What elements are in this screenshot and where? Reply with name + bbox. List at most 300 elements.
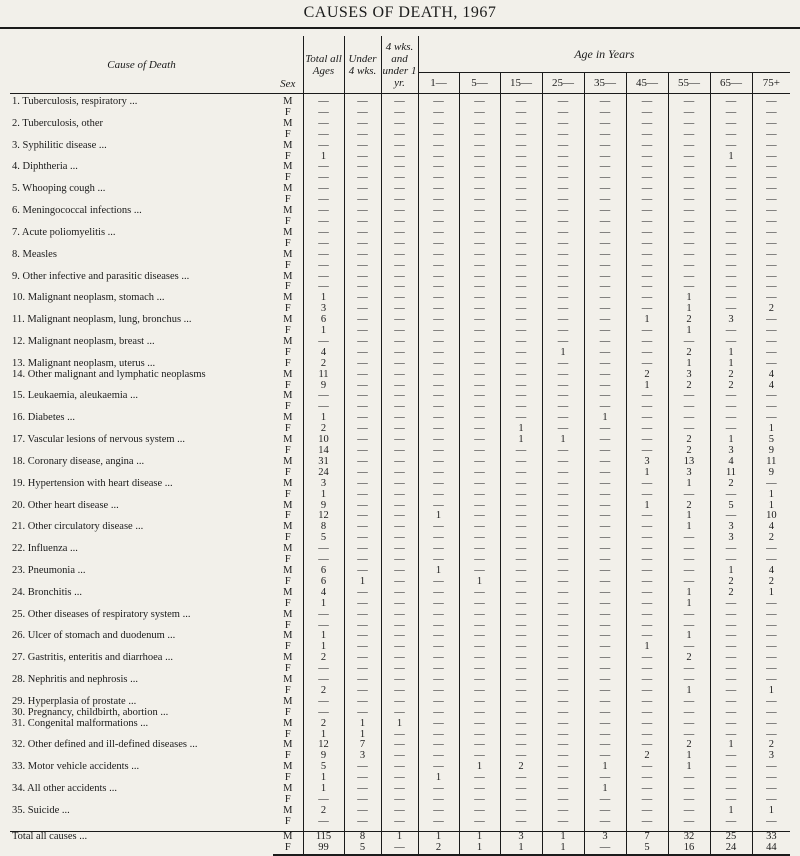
value-cell: — [381, 522, 418, 533]
sex-cell: F [284, 215, 291, 227]
value-cell: 1 [344, 577, 381, 588]
value-cell: — [381, 130, 418, 141]
sex-cell: F [284, 303, 291, 315]
value-cell: — [668, 119, 710, 130]
value-cell: 4 [752, 566, 790, 577]
value-cell: — [752, 272, 790, 283]
value-cell: — [752, 784, 790, 795]
value-cell: — [459, 261, 500, 272]
value-cell: — [542, 272, 584, 283]
value-cell: — [459, 446, 500, 457]
value-cell: 1 [381, 719, 418, 730]
value-cell: 6 [303, 566, 344, 577]
value-cell: — [418, 599, 459, 610]
value-cell: 1 [668, 326, 710, 337]
value-cell: — [418, 522, 459, 533]
value-cell: — [752, 697, 790, 708]
value-cell: — [500, 719, 542, 730]
value-cell: — [344, 228, 381, 239]
value-cell: — [381, 184, 418, 195]
value-cell: — [500, 402, 542, 413]
value-cell: — [344, 195, 381, 206]
value-cell: — [381, 391, 418, 402]
value-cell: — [303, 795, 344, 806]
value-cell: — [459, 490, 500, 501]
value-cell: 9 [752, 468, 790, 479]
value-cell: — [542, 490, 584, 501]
value-cell: — [381, 435, 418, 446]
value-cell: — [584, 108, 626, 119]
value-cell: — [626, 435, 668, 446]
value-cell: — [584, 730, 626, 741]
value-cell: — [626, 239, 668, 250]
value-cell: — [381, 152, 418, 163]
value-cell: — [584, 653, 626, 664]
value-cell: 14 [303, 446, 344, 457]
value-cell: — [584, 217, 626, 228]
value-cell: — [381, 272, 418, 283]
value-cell: 2 [668, 381, 710, 392]
value-cell: — [418, 184, 459, 195]
value-cell: — [584, 457, 626, 468]
value-cell: — [584, 621, 626, 632]
value-cell: 1 [668, 359, 710, 370]
value-cell: — [668, 173, 710, 184]
value-cell: 1 [668, 511, 710, 522]
value-cell: — [710, 108, 752, 119]
value-cell: — [752, 599, 790, 610]
value-cell: — [344, 413, 381, 424]
cause-label: 10. Malignant neoplasm, stomach ... [12, 292, 165, 304]
cause-row [10, 610, 790, 621]
value-cell: — [626, 402, 668, 413]
value-cell: — [584, 195, 626, 206]
value-cell: — [500, 501, 542, 512]
sex-cell: F [284, 106, 291, 118]
value-cell: 2 [752, 533, 790, 544]
value-cell: — [500, 304, 542, 315]
value-cell: — [584, 719, 626, 730]
value-cell: — [418, 555, 459, 566]
value-cell: 1 [668, 293, 710, 304]
value-cell: — [584, 806, 626, 817]
value-cell: — [584, 642, 626, 653]
value-cell: — [303, 282, 344, 293]
value-cell: — [459, 304, 500, 315]
value-cell: — [303, 162, 344, 173]
value-cell: — [500, 522, 542, 533]
value-cell: — [584, 206, 626, 217]
value-cell: — [344, 708, 381, 719]
value-cell: — [752, 97, 790, 108]
header-age-75-plus: 75+ [752, 73, 790, 94]
value-cell: — [710, 555, 752, 566]
value-cell: — [303, 664, 344, 675]
value-cell: — [459, 162, 500, 173]
value-cell: 1 [584, 413, 626, 424]
value-cell: — [418, 206, 459, 217]
value-cell: 9 [303, 751, 344, 762]
value-cell: — [500, 730, 542, 741]
value-cell: 1 [668, 686, 710, 697]
value-cell: — [344, 217, 381, 228]
value-cell: 1 [500, 435, 542, 446]
value-cell: 1 [752, 424, 790, 435]
value-cell: 31 [303, 457, 344, 468]
header-4wks-under-1yr: 4 wks. and under 1 yr. [381, 36, 418, 94]
value-cell: — [500, 784, 542, 795]
value-cell: — [418, 413, 459, 424]
value-cell: 3 [710, 522, 752, 533]
value-cell: — [710, 653, 752, 664]
value-cell: — [710, 511, 752, 522]
value-cell: — [500, 250, 542, 261]
value-cell: — [584, 326, 626, 337]
value-cell: — [418, 468, 459, 479]
value-cell: 1 [626, 381, 668, 392]
value-cell: — [418, 391, 459, 402]
value-cell: — [710, 162, 752, 173]
value-cell: — [344, 795, 381, 806]
sex-cell: M [283, 335, 293, 347]
value-cell: — [584, 751, 626, 762]
value-cell: — [344, 555, 381, 566]
value-cell: 1 [344, 719, 381, 730]
value-cell: — [668, 784, 710, 795]
value-cell: — [418, 457, 459, 468]
value-cell: — [542, 239, 584, 250]
value-cell: — [418, 675, 459, 686]
value-cell: — [381, 457, 418, 468]
value-cell: 2 [710, 479, 752, 490]
value-cell: — [626, 119, 668, 130]
value-cell: 3 [303, 479, 344, 490]
value-cell: — [303, 184, 344, 195]
value-cell: — [752, 610, 790, 621]
value-cell: — [542, 631, 584, 642]
value-cell: — [626, 708, 668, 719]
value-cell: — [710, 686, 752, 697]
value-cell: 1 [303, 152, 344, 163]
sex-cell: M [283, 292, 293, 304]
sex-cell: F [284, 423, 291, 435]
cause-label: 4. Diphtheria ... [12, 161, 78, 173]
value-cell: 3 [668, 468, 710, 479]
value-cell: — [626, 490, 668, 501]
value-cell: — [626, 730, 668, 741]
value-cell: — [668, 152, 710, 163]
value-cell: — [418, 795, 459, 806]
value-cell: — [418, 544, 459, 555]
value-cell: 13 [668, 457, 710, 468]
value-cell: 5 [303, 762, 344, 773]
value-cell: 1 [303, 293, 344, 304]
value-cell: — [542, 326, 584, 337]
value-cell: — [626, 817, 668, 828]
value-cell: — [344, 282, 381, 293]
value-cell: — [542, 740, 584, 751]
value-cell: — [668, 391, 710, 402]
value-cell: — [500, 239, 542, 250]
value-cell: — [459, 544, 500, 555]
value-cell: — [381, 97, 418, 108]
value-cell: — [626, 250, 668, 261]
value-cell: — [668, 533, 710, 544]
sex-cell: F [284, 510, 291, 522]
value-cell: — [381, 195, 418, 206]
total-value-cell: 8 [344, 831, 381, 843]
value-cell: — [418, 152, 459, 163]
value-cell: — [668, 795, 710, 806]
value-cell: — [418, 730, 459, 741]
value-cell: — [500, 610, 542, 621]
cause-row [10, 370, 790, 381]
value-cell: — [459, 719, 500, 730]
value-cell: — [668, 621, 710, 632]
value-cell: 2 [710, 381, 752, 392]
value-cell: — [459, 315, 500, 326]
value-cell: — [381, 653, 418, 664]
value-cell: — [418, 533, 459, 544]
value-cell: — [626, 413, 668, 424]
value-cell: — [344, 479, 381, 490]
sex-cell: F [273, 843, 303, 855]
value-cell: — [381, 359, 418, 370]
value-cell: — [418, 304, 459, 315]
value-cell: — [752, 261, 790, 272]
value-cell: — [459, 653, 500, 664]
cause-label: 9. Other infective and parasitic diseases ... [12, 270, 190, 282]
value-cell: 2 [626, 370, 668, 381]
value-cell: — [542, 610, 584, 621]
value-cell: — [344, 522, 381, 533]
value-cell: — [752, 195, 790, 206]
value-cell: 3 [710, 315, 752, 326]
value-cell: — [584, 740, 626, 751]
value-cell: — [752, 773, 790, 784]
value-cell: — [584, 228, 626, 239]
value-cell: — [752, 250, 790, 261]
value-cell: — [584, 359, 626, 370]
value-cell: — [381, 642, 418, 653]
value-cell: — [584, 261, 626, 272]
sex-cell: M [283, 390, 293, 402]
value-cell: — [459, 206, 500, 217]
value-cell: — [500, 544, 542, 555]
value-cell: — [303, 555, 344, 566]
value-cell: 12 [303, 740, 344, 751]
cause-label: 3. Syphilitic disease ... [12, 139, 107, 151]
value-cell: — [500, 152, 542, 163]
value-cell: — [626, 391, 668, 402]
sex-cell: F [284, 772, 291, 784]
value-cell: — [381, 206, 418, 217]
value-cell: — [542, 228, 584, 239]
value-cell: — [542, 566, 584, 577]
value-cell: — [542, 817, 584, 828]
value-cell: — [626, 610, 668, 621]
value-cell: — [381, 631, 418, 642]
value-cell: — [584, 533, 626, 544]
value-cell: — [459, 184, 500, 195]
sex-cell: M [283, 630, 293, 642]
value-cell: — [500, 631, 542, 642]
value-cell: 2 [668, 348, 710, 359]
value-cell: — [418, 610, 459, 621]
total-value-cell: 99 [303, 843, 344, 855]
sex-cell: M [283, 695, 293, 707]
value-cell: — [418, 740, 459, 751]
value-cell: — [752, 184, 790, 195]
value-cell: — [459, 97, 500, 108]
value-cell: — [710, 413, 752, 424]
cause-label: 20. Other heart disease ... [12, 499, 119, 511]
value-cell: — [542, 457, 584, 468]
value-cell: — [344, 664, 381, 675]
sex-cell: F [284, 194, 291, 206]
header-age-55: 55— [668, 73, 710, 94]
value-cell: — [418, 784, 459, 795]
value-cell: — [752, 337, 790, 348]
value-cell: — [542, 479, 584, 490]
value-cell: — [418, 642, 459, 653]
sex-cell: M [283, 161, 293, 173]
value-cell: — [626, 740, 668, 751]
sex-cell: F [284, 597, 291, 609]
value-cell: — [542, 784, 584, 795]
cause-label: 32. Other defined and ill-defined diseases ... [12, 739, 198, 751]
value-cell: — [459, 108, 500, 119]
value-cell: — [500, 206, 542, 217]
value-cell: 1 [542, 348, 584, 359]
value-cell: — [381, 468, 418, 479]
total-value-cell: 3 [584, 831, 626, 843]
value-cell: — [303, 239, 344, 250]
value-cell: — [542, 119, 584, 130]
value-cell: — [626, 697, 668, 708]
value-cell: — [459, 675, 500, 686]
value-cell: — [381, 304, 418, 315]
total-value-cell: 1 [459, 843, 500, 855]
value-cell: — [459, 642, 500, 653]
value-cell: — [542, 424, 584, 435]
value-cell: — [500, 130, 542, 141]
value-cell: 1 [418, 511, 459, 522]
value-cell: — [626, 108, 668, 119]
value-cell: — [752, 119, 790, 130]
value-cell: — [344, 588, 381, 599]
total-value-cell: 25 [710, 831, 752, 843]
value-cell: — [584, 817, 626, 828]
total-value-cell: 1 [459, 831, 500, 843]
value-cell: — [303, 217, 344, 228]
value-cell: — [584, 184, 626, 195]
value-cell: — [500, 381, 542, 392]
sex-cell: M [283, 586, 293, 598]
value-cell: — [418, 261, 459, 272]
value-cell: — [584, 370, 626, 381]
sex-cell: F [284, 532, 291, 544]
value-cell: 1 [668, 304, 710, 315]
cause-label: 31. Congenital malformations ... [12, 717, 149, 729]
value-cell: — [584, 566, 626, 577]
value-cell: — [344, 653, 381, 664]
value-cell: — [626, 544, 668, 555]
value-cell: — [752, 544, 790, 555]
value-cell: 11 [710, 468, 752, 479]
value-cell: — [418, 326, 459, 337]
cause-label: 7. Acute poliomyelitis ... [12, 226, 116, 238]
value-cell: 10 [752, 511, 790, 522]
value-cell: 1 [459, 577, 500, 588]
value-cell: — [381, 697, 418, 708]
value-cell: — [584, 272, 626, 283]
value-cell: 1 [303, 490, 344, 501]
sex-cell: F [284, 706, 291, 718]
value-cell: — [584, 304, 626, 315]
value-cell: — [500, 642, 542, 653]
value-cell: — [668, 402, 710, 413]
value-cell: — [381, 610, 418, 621]
value-cell: — [344, 566, 381, 577]
value-cell: — [344, 119, 381, 130]
value-cell: 1 [303, 730, 344, 741]
header-age-in-years: Age in Years [418, 36, 790, 73]
value-cell: — [344, 381, 381, 392]
value-cell: 3 [710, 446, 752, 457]
value-cell: — [500, 446, 542, 457]
value-cell: — [542, 337, 584, 348]
header-age-25: 25— [542, 73, 584, 94]
sex-cell: M [283, 521, 293, 533]
value-cell: — [459, 566, 500, 577]
value-cell: — [710, 730, 752, 741]
value-cell: — [542, 381, 584, 392]
value-cell: — [418, 381, 459, 392]
value-cell: — [584, 577, 626, 588]
value-cell: — [710, 402, 752, 413]
total-value-cell: 5 [344, 843, 381, 855]
sex-cell: M [283, 248, 293, 260]
value-cell: — [418, 762, 459, 773]
value-cell: — [381, 577, 418, 588]
value-cell: 9 [752, 446, 790, 457]
value-cell: — [344, 141, 381, 152]
value-cell: 1 [303, 599, 344, 610]
sex-cell: F [284, 575, 291, 587]
value-cell: — [710, 675, 752, 686]
value-cell: — [668, 664, 710, 675]
value-cell: — [626, 304, 668, 315]
value-cell: — [542, 511, 584, 522]
value-cell: — [710, 751, 752, 762]
sex-cell: M [283, 783, 293, 795]
value-cell: — [584, 435, 626, 446]
value-cell: — [381, 217, 418, 228]
value-cell: — [344, 337, 381, 348]
total-value-cell: — [381, 843, 418, 855]
sex-cell: F [284, 357, 291, 369]
value-cell: 5 [303, 533, 344, 544]
value-cell: — [542, 402, 584, 413]
value-cell: 1 [710, 359, 752, 370]
value-cell: — [381, 511, 418, 522]
value-cell: — [710, 282, 752, 293]
value-cell: 11 [303, 370, 344, 381]
value-cell: — [344, 315, 381, 326]
value-cell: — [584, 599, 626, 610]
sex-cell: F [284, 379, 291, 391]
